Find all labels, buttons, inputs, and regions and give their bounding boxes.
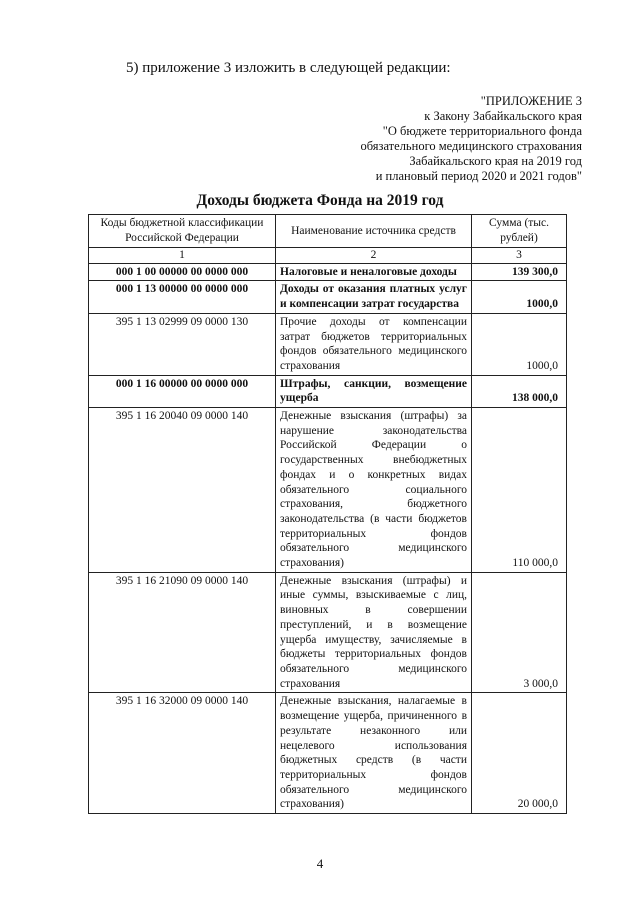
table-row (89, 313, 567, 375)
appendix-block (282, 94, 582, 184)
sum-cell: 139 300,0 (472, 263, 567, 281)
source-name-cell: Денежные взыскания (штрафы) за нарушение законодательства Российской Федерации о государственных внебюджетных фондах и о конкретных видах обязательного социального страхования, бюджетного законодательства (в части бюджетов территориальных фондов обязательного медицинского страхования) (276, 408, 472, 573)
source-name-cell: Денежные взыскания, налагаемые в возмещение ущерба, причиненного в результате незаконного или нецелевого использования бюджетных средств (в части территориальных фондов обязательного медицинского страхования) (276, 693, 472, 814)
budget-code-cell: 000 1 13 00000 00 0000 000 (89, 281, 276, 313)
table-row (89, 263, 567, 281)
sum-cell: 20 000,0 (472, 693, 567, 814)
table-row (89, 281, 567, 313)
column-number: 3 (472, 248, 567, 264)
sum-cell: 1000,0 (472, 313, 567, 375)
budget-code-cell: 000 1 00 00000 00 0000 000 (89, 263, 276, 281)
appendix-line: "ПРИЛОЖЕНИЕ 3 (480, 94, 582, 108)
sum-cell: 1000,0 (472, 281, 567, 313)
header-sum: Сумма (тыс. рублей) (472, 215, 567, 248)
table-row (89, 408, 567, 573)
sum-cell: 110 000,0 (472, 408, 567, 573)
income-table (88, 214, 567, 814)
source-name-cell: Доходы от оказания платных услуг и компенсации затрат государства (276, 281, 472, 313)
budget-code-cell: 395 1 16 21090 09 0000 140 (89, 572, 276, 693)
budget-code-cell: 395 1 16 32000 09 0000 140 (89, 693, 276, 814)
source-name-cell: Прочие доходы от компенсации затрат бюджетов территориальных фондов обязательного медицинского страхования (276, 313, 472, 375)
sum-cell: 138 000,0 (472, 375, 567, 407)
sum-cell: 3 000,0 (472, 572, 567, 693)
header-source-name: Наименование источника средств (276, 215, 472, 248)
source-name-cell: Денежные взыскания (штрафы) и иные суммы, взыскиваемые с лиц, виновных в совершении преступлений, и в возмещение ущерба имуществу, зачисляемые в бюджеты территориальных фондов обязательного медицинского страхования (276, 572, 472, 693)
table-row (89, 693, 567, 814)
column-number: 2 (276, 248, 472, 264)
table-row (89, 572, 567, 693)
source-name-cell: Штрафы, санкции, возмещение ущерба (276, 375, 472, 407)
budget-code-cell: 395 1 16 20040 09 0000 140 (89, 408, 276, 573)
document-title: Доходы бюджета Фонда на 2019 год (196, 192, 444, 209)
column-number: 1 (89, 248, 276, 264)
appendix-line: и плановый период 2020 и 2021 годов" (375, 169, 582, 183)
appendix-line: "О бюджете территориального фонда (382, 124, 582, 138)
appendix-line: к Закону Забайкальского края (424, 109, 582, 123)
budget-code-cell: 395 1 13 02999 09 0000 130 (89, 313, 276, 375)
intro-text: 5) приложение 3 изложить в следующей редакции: (126, 60, 451, 76)
page-number: 4 (316, 856, 324, 871)
table-row (89, 375, 567, 407)
appendix-line: обязательного медицинского страхования (360, 139, 582, 153)
source-name-cell: Налоговые и неналоговые доходы (276, 263, 472, 281)
budget-code-cell: 000 1 16 00000 00 0000 000 (89, 375, 276, 407)
appendix-line: Забайкальского края на 2019 год (409, 154, 582, 168)
header-codes: Коды бюджетной классификации Российской Федерации (89, 215, 276, 248)
